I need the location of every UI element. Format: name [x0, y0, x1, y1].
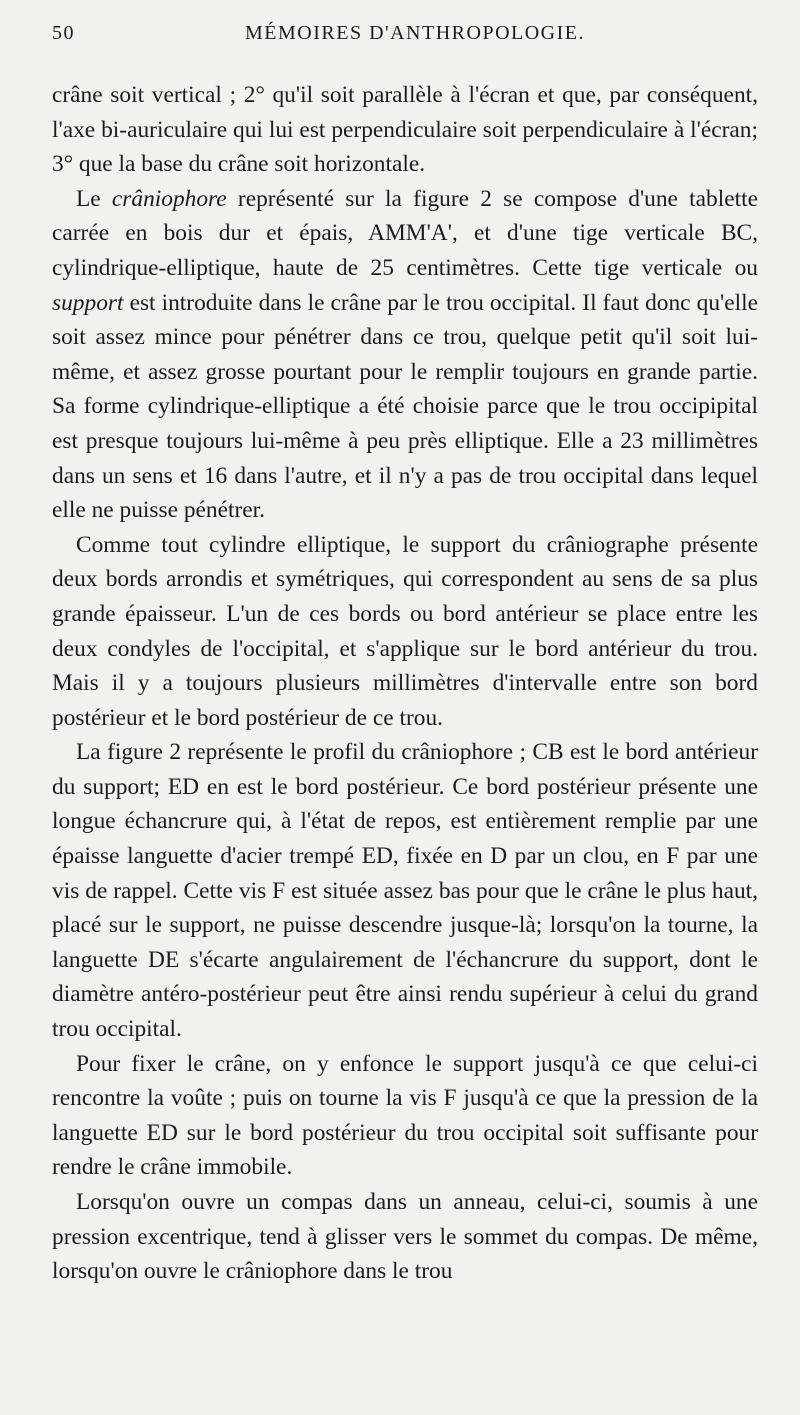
text-run: crâne soit vertical ; 2° qu'il soit parallèle à l'écran et que, par conséquent, l'axe bi-auriculaire qui lui est perpendiculaire soit perpendiculaire à l'écran; 3° que la base du crâne soit horizontale.: [52, 82, 758, 178]
text-run: Lorsqu'on ouvre un compas dans un anneau, celui-ci, soumis à une pression excentrique, tend à glisser vers le sommet du compas. De même, lorsqu'on ouvre le crâniophore dans le trou: [52, 1189, 758, 1285]
italic-term: crâniophore: [111, 185, 227, 212]
text-run: La figure 2 représente le profil du crâniophore ; CB est le bord antérieur du support; ED en est le bord postérieur. Ce bord postérieur présente une longue échancrure qui, à l'état de repos, est entièrement remplie par une épaisse languette d'acier trempé ED, fixée en D par un clou, en F par une vis de rappel. Cette vis F est située assez bas pour que le crâne le plus haut, placé sur le support, ne puisse descendre jusque-là; lorsqu'on la tourne, la languette DE s'écarte angulairement de l'échancrure du support, dont le diamètre antéro-postérieur peut être ainsi rendu supérieur à celui du grand trou occipital.: [52, 739, 758, 1043]
paragraph: [52, 1047, 758, 1185]
body-text: [52, 78, 758, 1289]
text-run: Pour fixer le crâne, on y enfonce le support jusqu'à ce que celui-ci rencontre la voûte ; puis on tourne la vis F jusqu'à ce que la pression de la languette ED sur le bord postérieur du trou occipital soit suffisante pour rendre le crâne immobile.: [52, 1050, 758, 1181]
text-run: est introduite dans le crâne par le trou occipital. Il faut donc qu'elle soit assez mince pour pénétrer dans ce trou, quelque petit qu'il soit lui-même, et assez grosse pourtant pour le remplir toujours en grande partie. Sa forme cylindrique-elliptique a été choisie parce que le trou occipipital est presque toujours lui-même à peu près elliptique. Elle a 23 millimètres dans un sens et 16 dans l'autre, et il n'y a pas de trou occipital dans lequel elle ne puisse pénétrer.: [52, 289, 758, 524]
paragraph: [52, 78, 758, 182]
paragraph: [52, 182, 758, 528]
paragraph: [52, 1185, 758, 1289]
italic-term: support: [52, 289, 124, 316]
paragraph: [52, 735, 758, 1046]
text-run: représenté sur la figure 2 se compose d'une tablette carrée en bois dur et épais, AMM'A', et d'une tige verticale BC, cylindrique-elliptique, haute de 25 centimètres. Cette tige verticale ou: [52, 185, 758, 281]
paragraph: [52, 528, 758, 736]
text-run: Le: [76, 185, 112, 212]
running-title: MÉMOIRES D'ANTHROPOLOGIE.: [245, 22, 585, 44]
text-run: Comme tout cylindre elliptique, le support du crâniographe présente deux bords arrondis et symétriques, qui correspondent au sens de sa plus grande épaisseur. L'un de ces bords ou bord antérieur se place entre les deux condyles de l'occipital, et s'applique sur le bord antérieur du trou. Mais il y a toujours plusieurs millimètres d'intervalle entre son bord postérieur et le bord postérieur de ce trou.: [52, 531, 758, 731]
running-header: [52, 22, 758, 58]
page-number: 50: [52, 22, 75, 44]
